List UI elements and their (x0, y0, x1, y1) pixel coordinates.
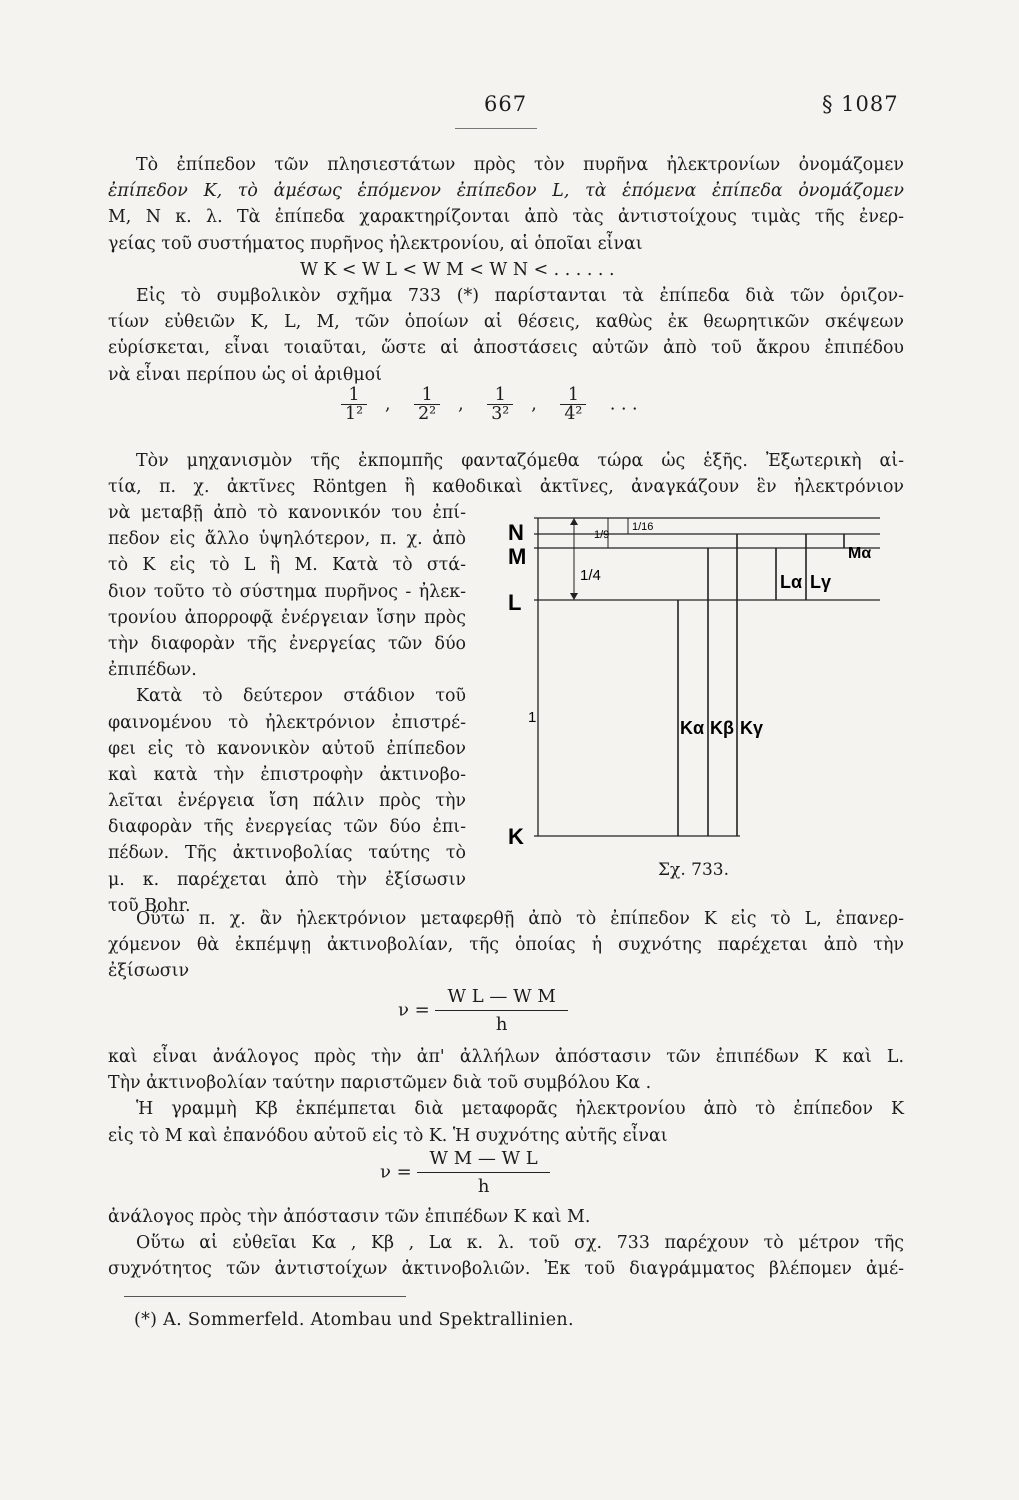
paragraph-proportional (108, 1044, 904, 1149)
text-line: χόμενον θὰ ἐκπέμψῃ ἀκτινοβολίαν, τῆς ὁποίας ἡ συχνότης παρέχεται ἀπὸ τὴν (108, 935, 904, 956)
text-line: Τὸν μηχανισμὸν τῆς ἐκπομπῆς φανταζόμεθα τώρα ὡς ἑξῆς. Ἐξωτερικὴ αἰ- (136, 451, 904, 471)
text-line: Μ, Ν κ. λ. Τὰ ἐπίπεδα χαρακτηρίζονται ἀπὸ τὰς ἀντιστοίχους τιμὰς τῆς ἐνερ- (108, 207, 904, 228)
equation-k-alpha (398, 986, 568, 1035)
page-header (0, 92, 1019, 132)
line-label-l-gamma: Lγ (810, 572, 832, 592)
text-line: Εἰς τὸ συμβολικὸν σχῆμα 733 (*) παρίστανται τὰ ἐπίπεδα διὰ τῶν ὁριζον- (136, 285, 904, 306)
equation-lhs: ν = (398, 999, 430, 1021)
text-line: φαινομένου τὸ ἠλεκτρόνιον ἐπιστρέ- (108, 712, 466, 733)
line-label-k-alpha: Kα (680, 718, 705, 738)
line-label-k-beta: Kβ (710, 718, 734, 738)
text-line: τοῦ Bohr. (108, 895, 191, 916)
figure-caption: Σχ. 733. (658, 860, 729, 880)
text-line: Τὸ ἐπίπεδον τῶν πλησιεστάτων πρὸς τὸν πυρῆνα ἠλεκτρονίων ὀνομάζομεν (136, 155, 904, 175)
text-line: διαφορὰν τῆς ἐνεργείας τῶν δύο ἐπι- (108, 817, 466, 838)
equation-fraction: $\frac{\text{W M — W L}}{h}$ (417, 1148, 549, 1197)
energy-level-diagram (500, 508, 900, 878)
section-number: § 1087 (822, 92, 899, 116)
equation-k-beta (380, 1148, 550, 1197)
distance-label-sixteenth: 1/16 (632, 521, 654, 533)
fraction-ellipsis: . . . (609, 394, 638, 415)
text-line: Οὕτω π. χ. ἂν ἠλεκτρόνιον μεταφερθῇ ἀπὸ τὸ ἐπίπεδον K εἰς τὸ L, ἐπανερ- (136, 909, 904, 929)
energy-inequality: W K < W L < W M < W N < . . . . . . (300, 259, 615, 280)
distance-fractions (108, 386, 1019, 436)
footnote-rule (124, 1296, 406, 1297)
level-label-l: L (508, 590, 522, 615)
text-line: τίων εὐθειῶν K, L, M, τῶν ὁποίων αἱ θέσεις, καθὼς ἐκ θεωρητικῶν σκέψεων (108, 312, 904, 333)
text-line: γείας τοῦ συστήματος πυρῆνος ἠλεκτρονίου, αἱ ὁποῖαι εἶναι (108, 233, 643, 254)
equation-lhs: ν = (380, 1161, 412, 1183)
line-label-m-alpha: Mα (848, 545, 872, 562)
footnote: (*) A. Sommerfeld. Atombau und Spektrallinien. (134, 1310, 574, 1330)
text-line: ἀνάλογος πρὸς τὴν ἀπόστασιν τῶν ἐπιπέδων K καὶ Μ. (108, 1207, 591, 1227)
equation-fraction: $\frac{\text{W L — W M}}{h}$ (435, 986, 567, 1035)
line-label-k-gamma: Kγ (740, 718, 764, 738)
distance-label-ninth: 1/9 (594, 529, 610, 541)
text-line: συχνότητος τῶν ἀντιστοίχων ἀκτινοβολιῶν. Ἐκ τοῦ διαγράμματος βλέπομεν ἀμέ- (108, 1259, 904, 1280)
text-line: ἐπίπεδον K, τὸ ἀμέσως ἑπόμενον ἐπίπεδον L, τὰ ἑπόμενα ἐπίπεδα ὀνομάζομεν (108, 181, 904, 202)
text-line: καὶ εἶναι ἀνάλογος πρὸς τὴν ἀπ' ἀλλήλων ἀπόστασιν τῶν ἐπιπέδων K καὶ L. (108, 1047, 904, 1067)
paragraph-mechanism (108, 448, 904, 500)
text-line: καὶ κατὰ τὴν ἐπιστροφὴν ἀκτινοβο- (108, 764, 466, 785)
text-line: νὰ εἶναι περίπου ὡς οἱ ἀριθμοί (108, 364, 382, 385)
fraction: $\frac{1}{\text{1²}}$ (341, 386, 367, 424)
text-line: διον τοῦτο τὸ σύστημα πυρῆνος - ἠλεκ- (108, 581, 466, 602)
text-line: Κατὰ τὸ δεύτερον στάδιον τοῦ (136, 686, 466, 707)
text-line: ἐξίσωσιν (108, 961, 190, 982)
text-line: φει εἰς τὸ κανονικὸν αὐτοῦ ἐπίπεδον (108, 738, 466, 759)
text-line: τὸ K εἰς τὸ L ἢ M. Κατὰ τὸ στά- (108, 555, 466, 576)
fraction: $\frac{1}{\text{2²}}$ (414, 386, 440, 424)
distance-label-one: 1 (528, 709, 537, 726)
fraction-separator: , (385, 394, 391, 415)
text-line: τὴν διαφορὰν τῆς ἐνεργείας τῶν δύο (108, 633, 466, 654)
text-line: εἰς τὸ Μ καὶ ἐπανόδου αὐτοῦ εἰς τὸ K. Ἡ συχνότης αὐτῆς εἶναι (108, 1125, 668, 1146)
fraction: $\frac{1}{\text{4²}}$ (560, 386, 586, 424)
text-line: Ἡ γραμμὴ Kβ ἐκπέμπεται διὰ μεταφορᾶς ἠλεκτρονίου ἀπὸ τὸ ἐπίπεδον K (136, 1099, 904, 1120)
fraction-separator: , (458, 394, 464, 415)
text-line: τία, π. χ. ἀκτῖνες Röntgen ἢ καθοδικαὶ ἀκτῖνες, ἀναγκάζουν ἓν ἠλεκτρόνιον (108, 477, 904, 498)
line-label-l-alpha: Lα (780, 572, 803, 592)
text-line: τρονίου ἀπορροφᾷ ἐνέργειαν ἴσην πρὸς (108, 607, 466, 628)
text-line: Τὴν ἀκτινοβολίαν ταύτην παριστῶμεν διὰ τοῦ συμβόλου Kα . (108, 1073, 652, 1094)
paragraph-example (108, 906, 904, 985)
paragraph-levels-intro (108, 152, 904, 388)
text-line: ἐπιπέδων. (108, 660, 197, 681)
text-line: μ. κ. παρέχεται ἀπὸ τὴν ἐξίσωσιν (108, 869, 466, 890)
paragraph-conclusion (108, 1204, 904, 1283)
page-number: 667 (484, 92, 528, 116)
arrowhead (570, 593, 578, 600)
level-label-m: M (508, 544, 527, 569)
level-label-n: N (508, 520, 524, 545)
text-line: πέδων. Τῆς ἀκτινοβολίας ταύτης τὸ (108, 843, 466, 864)
fraction: $\frac{1}{\text{3²}}$ (487, 386, 513, 424)
wrapped-column-text (108, 500, 466, 919)
distance-label-quarter: 1/4 (580, 567, 601, 584)
text-line: λεῖται ἐνέργεια ἴση πάλιν πρὸς τὴν (108, 791, 466, 812)
fraction-separator: , (531, 394, 537, 415)
text-line: πεδον εἰς ἄλλο ὑψηλότερον, π. χ. ἀπὸ (108, 529, 466, 550)
text-line: Οὕτω αἱ εὐθεῖαι Kα , Kβ , Lα κ. λ. τοῦ σχ. 733 παρέχουν τὸ μέτρον τῆς (136, 1233, 904, 1254)
level-label-k: K (508, 824, 524, 849)
text-line: εὑρίσκεται, εἶναι τοιαῦται, ὥστε αἱ ἀποστάσεις αὐτῶν ἀπὸ τοῦ ἄκρου ἐπιπέδου (108, 338, 904, 359)
arrowhead (570, 518, 578, 525)
header-ornament-line (455, 128, 537, 129)
text-line: νὰ μεταβῇ ἀπὸ τὸ κανονικόν του ἐπί- (108, 503, 466, 523)
